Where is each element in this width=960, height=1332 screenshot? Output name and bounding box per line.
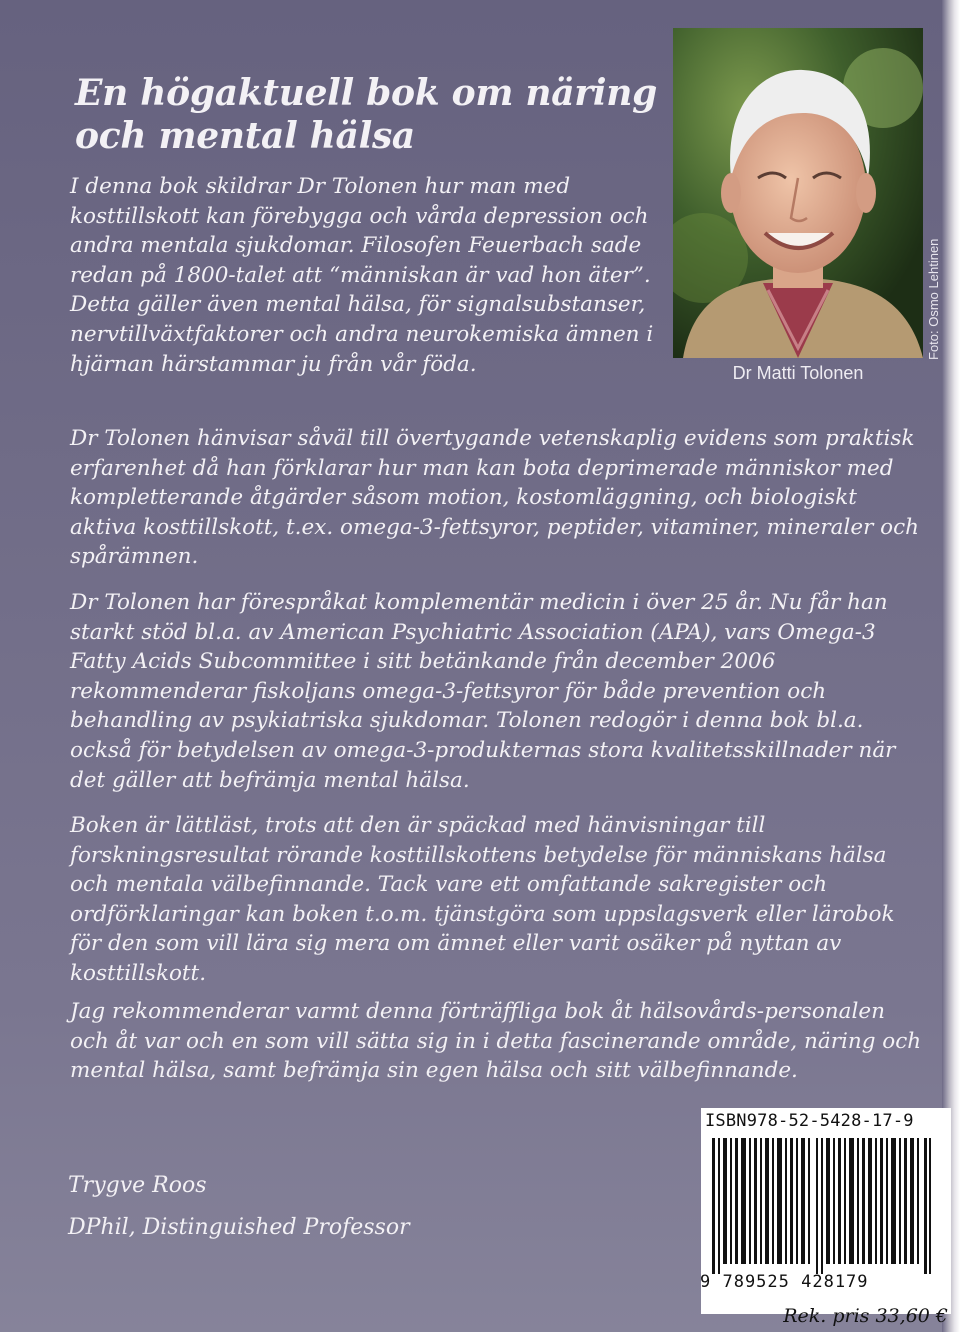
isbn-text: ISBN978-52-5428-17-9 (705, 1111, 914, 1131)
photo-caption: Dr Matti Tolonen (732, 363, 864, 383)
signature-title: DPhil, Distinguished Professor (68, 1215, 410, 1240)
author-portrait-image (673, 28, 923, 358)
body-paragraph-4: Jag rekommenderar varmt denna förträffliga bok åt hälsovårds-personalen och åt var och en som vill sätta sig in i detta fascinerande område, näring och mental hälsa, samt befrämja sin egen hälsa och sitt välbefinnande. (70, 999, 922, 1084)
body-paragraph-2: Dr Tolonen har förespråkat komplementär medicin i över 25 år. Nu får han starkt stöd bl.a. av American Psychiatric Association (APA), vars Omega-3 Fatty Acids Subcommittee i sitt betänkande från december 2006 rekommenderar fiskoljans omega-3-fettsyror för både prevention och behandling av psykiatriska sjukdomar. Tolonen redogör i denna bok bl.a. också för betydelsen av omega-3-produkternas stora kvalitetsskillnader när det gäller att befrämja mental hälsa. (70, 590, 896, 793)
barcode-digits: 9 789525 428179 (700, 1272, 869, 1292)
intro-paragraph: I denna bok skildrar Dr Tolonen hur man med kosttillskott kan förebygga och vårda depression och andra mentala sjukdomar. Filosofen Feuerbach sade redan på 1800-talet att “människan är vad hon äter”. Detta gäller även mental hälsa, för signalsubstanser, nervtillväxtfaktorer och andra neurokemiska ämnen i hjärnan härstammar ju från vår föda. (70, 174, 654, 377)
author-photo (673, 28, 923, 358)
barcode-icon (712, 1138, 932, 1274)
body-paragraph-1: Dr Tolonen hänvisar såväl till övertygande vetenskaplig evidens som praktisk erfarenhet då han förklarar hur man kan bota deprimerade människor med kompletterande åtgärder såsom motion, kostomläggning, och biologiskt aktiva kosttillskott, t.ex. omega-3-fettsyror, peptider, vitaminer, mineraler och spårämnen. (70, 426, 920, 570)
signature-name: Trygve Roos (68, 1173, 207, 1198)
photo-credit: Foto: Osmo Lehtinen (926, 238, 941, 360)
headline: En högaktuell bok om näring och mental hälsa (75, 72, 658, 157)
body-paragraph-3: Boken är lättläst, trots att den är späckad med hänvisningar till forskningsresultat rörande kosttillskottens betydelse för människans hälsa och mentala välbefinnande. Tack vare ett omfattande sakregister och ordförklaringar kan boken t.o.m. tjänstgöra som uppslagsverk eller lärobok för den som vill lära sig mera om ämnet eller varit osäker på nyttan av kosttillskott. (70, 813, 895, 986)
price-label: Rek. pris 33,60 € (783, 1305, 948, 1327)
